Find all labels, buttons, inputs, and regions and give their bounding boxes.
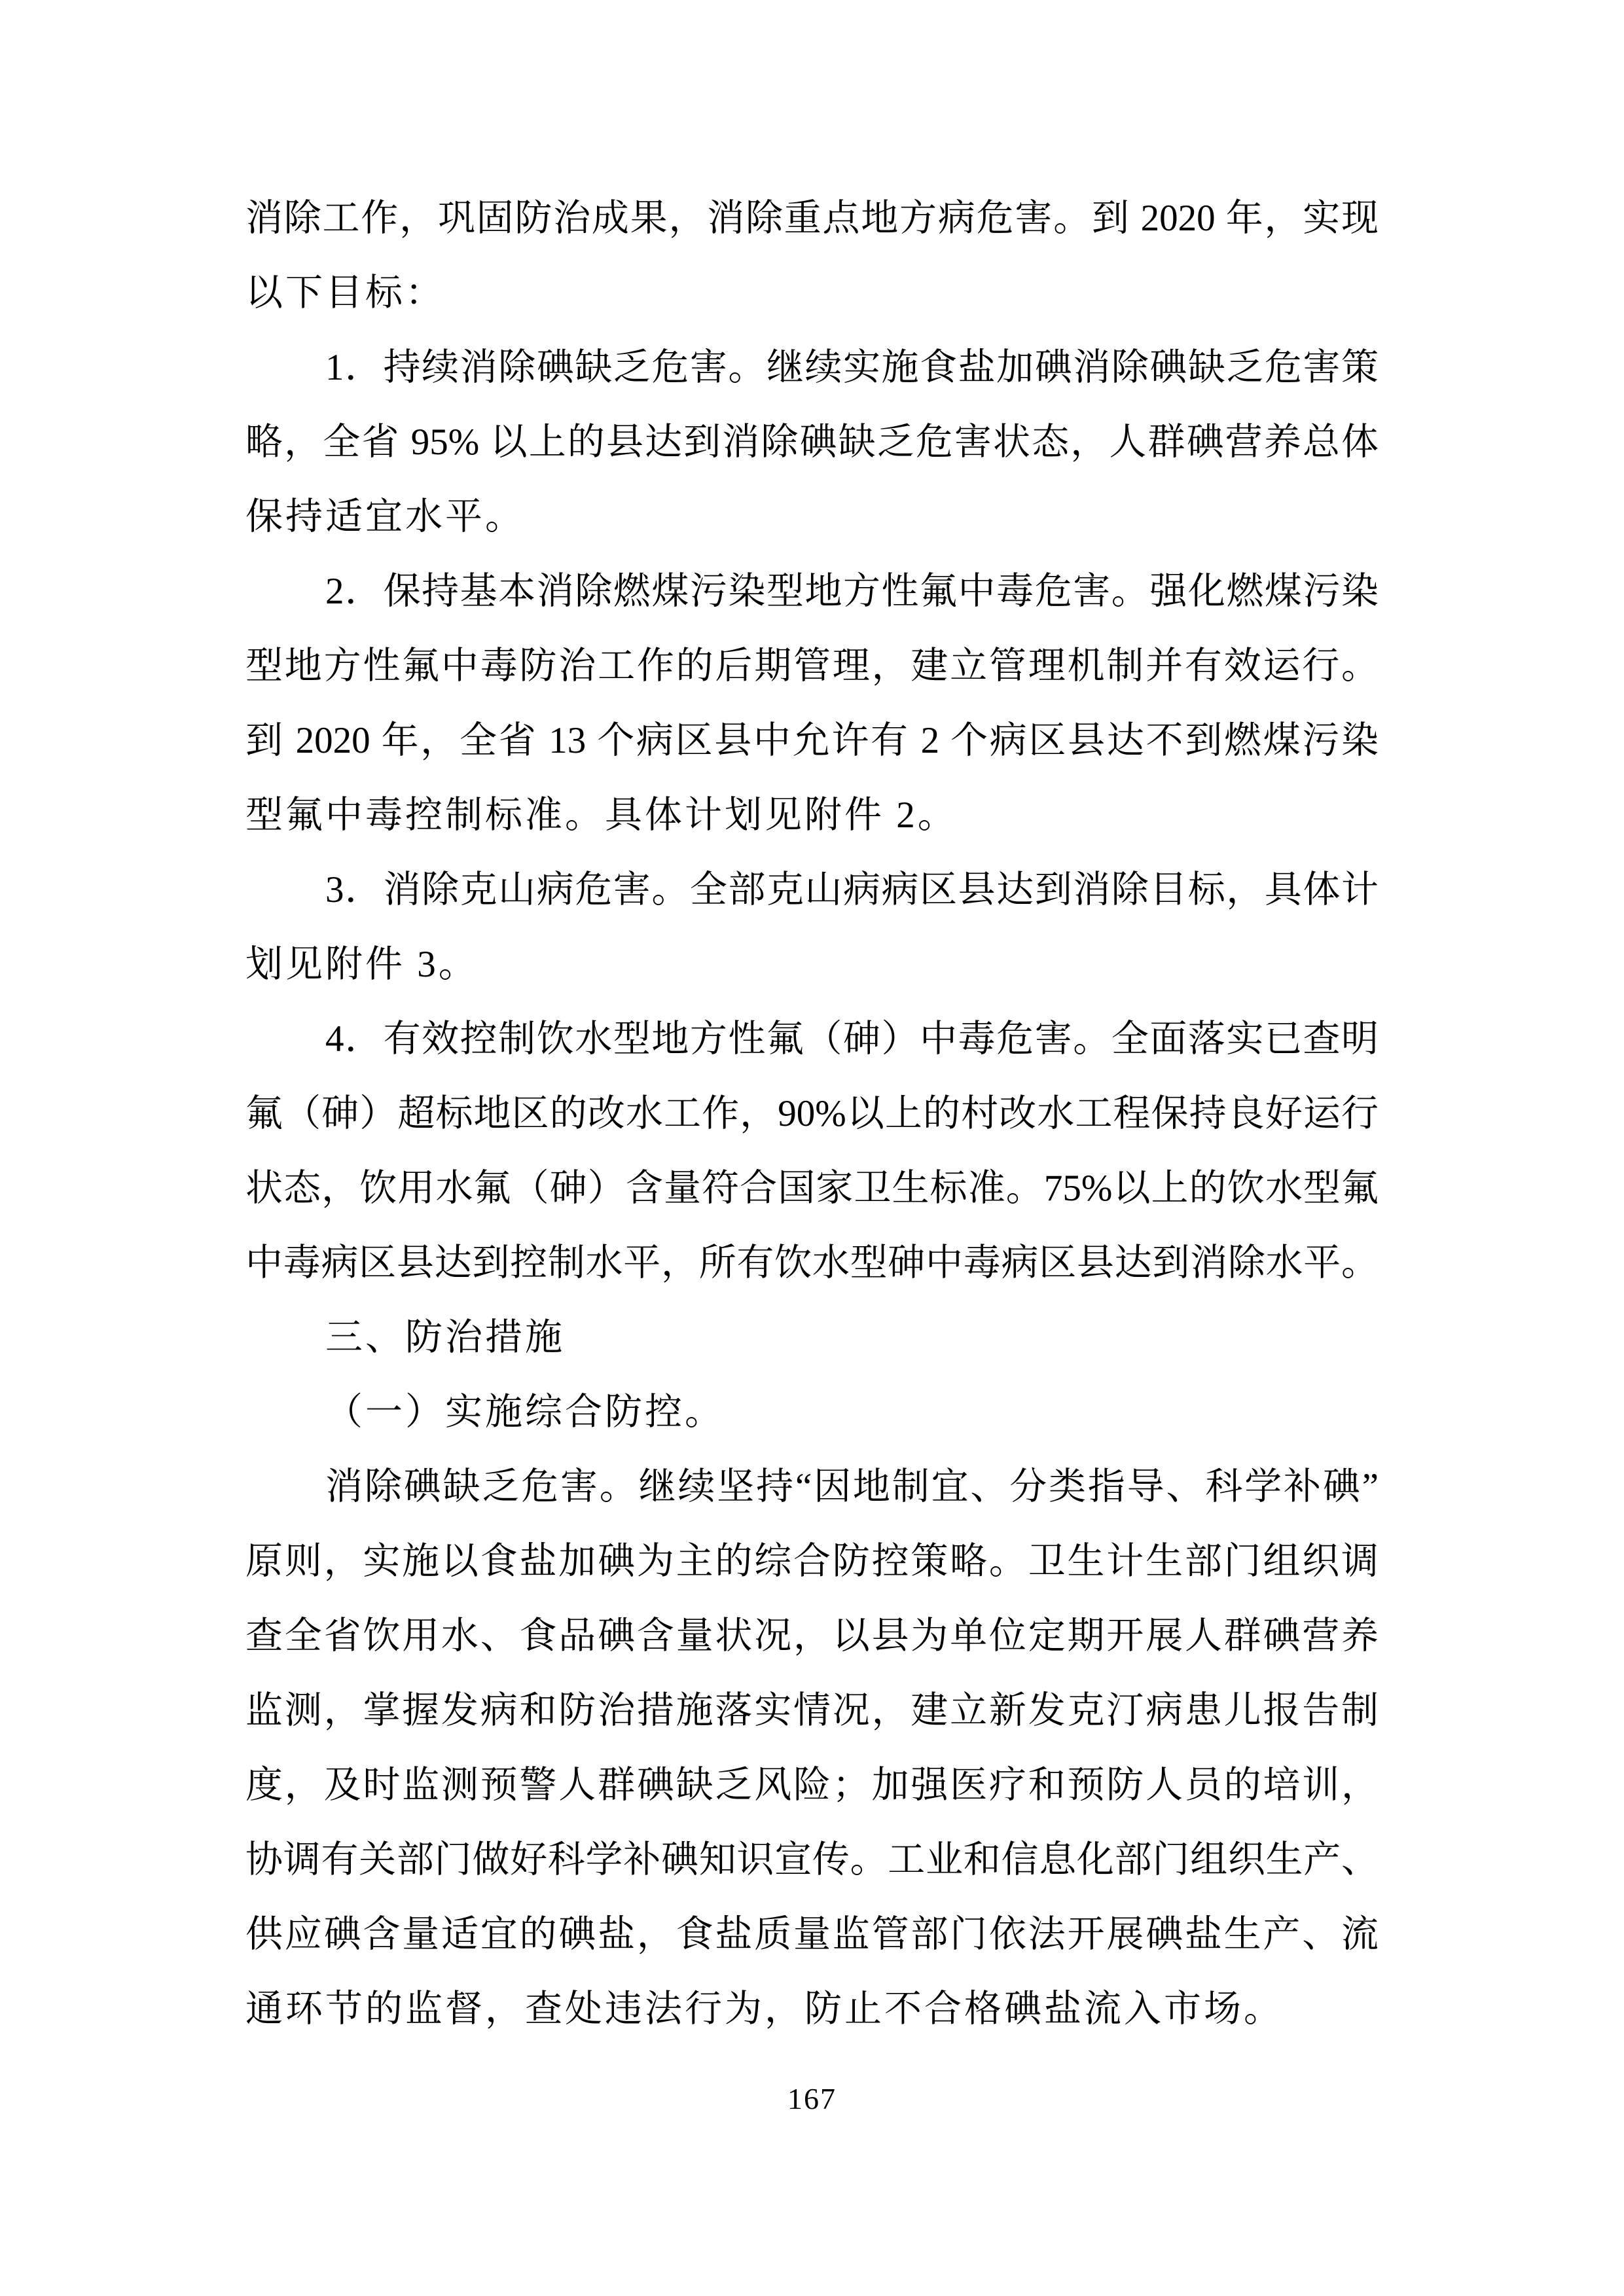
paragraph [245,853,1379,1002]
text-line: 略，全省 95% 以上的县达到消除碘缺乏危害状态，人群碘营养总体 [245,422,1379,463]
text-line: 划见附件 3。 [245,944,478,985]
text-line: 原则，实施以食盐加碘为主的综合防控策略。卫生计生部门组织调 [245,1541,1379,1582]
document-body [245,181,1379,2047]
text-line: 保持适宜水平。 [245,496,525,537]
text-line: 三、防治措施 [325,1317,565,1358]
text-line: 状态，饮用水氟（砷）含量符合国家卫生标准。75%以上的饮水型氟 [245,1168,1379,1209]
text-line: 以下目标： [245,272,445,314]
text-line: 供应碘含量适宜的碘盐，食盐质量监管部门依法开展碘盐生产、流 [245,1914,1379,1955]
text-line: 消除工作，巩固防治成果，消除重点地方病危害。到 2020 年，实现 [245,198,1379,239]
text-line: 氟（砷）超标地区的改水工作，90%以上的村改水工程保持良好运行 [245,1093,1379,1134]
paragraph [245,1375,1379,1450]
paragraph [245,1450,1379,2047]
text-line: 2．保持基本消除燃煤污染型地方性氟中毒危害。强化燃煤污染 [325,571,1379,612]
text-line: 1．持续消除碘缺乏危害。继续实施食盐加碘消除碘缺乏危害策 [325,347,1379,388]
text-line: 型氟中毒控制标准。具体计划见附件 2。 [245,795,958,836]
text-line: （一）实施综合防控。 [325,1391,725,1433]
text-line: 3．消除克山病危害。全部克山病病区县达到消除目标，具体计 [325,869,1379,910]
text-line: 通环节的监督，查处违法行为，防止不合格碘盐流入市场。 [245,1988,1284,2030]
text-line: 度，及时监测预警人群碘缺乏风险；加强医疗和预防人员的培训， [245,1765,1379,1806]
text-line: 监测，掌握发病和防治措施落实情况，建立新发克汀病患儿报告制 [245,1690,1379,1731]
page-number: 167 [787,2082,837,2115]
text-line: 消除碘缺乏危害。继续坚持“因地制宜、分类指导、科学补碘” [325,1466,1379,1507]
text-line: 4．有效控制饮水型地方性氟（砷）中毒危害。全面落实已查明 [325,1018,1379,1060]
text-line: 协调有关部门做好科学补碘知识宣传。工业和信息化部门组织生产、 [245,1839,1379,1880]
text-line: 型地方性氟中毒防治工作的后期管理，建立管理机制并有效运行。 [245,645,1379,687]
paragraph [245,1300,1379,1375]
text-line: 中毒病区县达到控制水平，所有饮水型砷中毒病区县达到消除水平。 [245,1242,1379,1283]
paragraph [245,331,1379,554]
paragraph [245,1002,1379,1300]
paragraph [245,554,1379,853]
text-line: 到 2020 年，全省 13 个病区县中允许有 2 个病区县达不到燃煤污染 [245,720,1379,761]
paragraph [245,181,1379,331]
text-line: 查全省饮用水、食品碘含量状况，以县为单位定期开展人群碘营养 [245,1615,1379,1657]
